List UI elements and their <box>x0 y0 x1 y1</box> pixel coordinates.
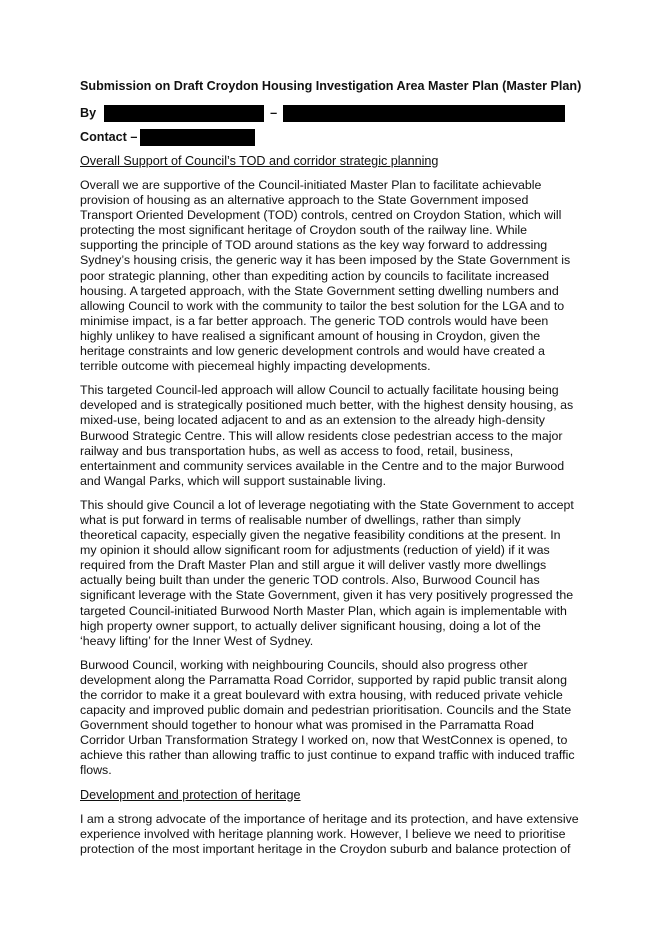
author-row <box>80 104 580 122</box>
document-title: Submission on Draft Croydon Housing Investigation Area Master Plan (Master Plan) <box>80 79 582 93</box>
paragraph: Burwood Council, working with neighbouring Councils, should also progress other development along the Parramatta Road Corridor, supported by rapid public transit along the corridor to make it a great boulevard with extra housing, with reduced private vehicle capacity and improved public domain and pedestrian prioritisation. Councils and the State Government should together to honour what was promised in the Parramatta Road Corridor Urban Transformation Strategy I worked on, now that WestConnex is opened, to achieve this rather than allowing traffic to just continue to expand traffic with induced traffic flows. <box>80 657 575 778</box>
paragraph: Overall we are supportive of the Council-initiated Master Plan to facilitate achievable provision of housing as an alternative approach to the State Government imposed Transport Oriented Development (TOD) controls, centred on Croydon Station, which will protecting the most significant heritage of Croydon south of the railway line. While supporting the principle of TOD around stations as the key way forward to addressing Sydney’s housing crisis, the generic way it has been imposed by the State Government is poor strategic planning, other than expediting action by councils to facilitate increased housing. A targeted approach, with the State Government setting dwelling numbers and allowing Council to work with the community to tailor the best solution for the LGA and to minimise impact, is a far better approach. The generic TOD controls would have been highly unlikey to have realised a significant amount of housing in Croydon, given the heritage constraints and low generic development controls and would have created a terrible outcome with piecemeal highly impacting developments. <box>80 178 571 374</box>
by-label: By <box>80 106 97 120</box>
paragraph: This should give Council a lot of leverage negotiating with the State Government to accept what is put forward in terms of realisable number of dwellings, rather than simply theoretical capacity, especially given the negative feasibility conditions at the present. In my opinion it should allow significant room for adjustments (reduction of yield) if it was required from the Draft Master Plan and still argue it will deliver vastly more dwellings actually being built than under the generic TOD controls. Also, Burwood Council has significant leverage with the State Government, given it has very positively progressed the targeted Council-initiated Burwood North Master Plan, which again is implementable with high property owner support, to actually deliver significant housing, doing a lot of the ‘heavy lifting’ for the Inner West of Sydney. <box>80 497 574 648</box>
paragraph: I am a strong advocate of the importance of heritage and its protection, and have extensive experience involved with heritage planning work. However, I believe we need to prioritise protection of the most important heritage in the Croydon suburb and balance protection of <box>80 811 579 856</box>
section-heading: Overall Support of Council’s TOD and corridor strategic planning <box>80 154 439 168</box>
by-separator: – <box>270 106 278 120</box>
contact-label: Contact – <box>80 130 138 144</box>
section-heritage <box>80 788 580 857</box>
redacted-author-name <box>104 105 264 122</box>
document-body <box>80 78 580 866</box>
redacted-contact-details <box>140 129 255 146</box>
section-overall-support <box>80 154 580 779</box>
section-heading: Development and protection of heritage <box>80 787 301 802</box>
paragraph: This targeted Council-led approach will allow Council to actually facilitate housing being developed and is strategically positioned much better, with the highest density housing, as mixed-use, being located adjacent to and as an extension to the already high-density Burwood Strategic Centre. This will allow residents close pedestrian access to the major railway and bus transportation hubs, as well as access to food, retail, business, entertainment and community services available in the Centre and to the major Burwood and Wangal Parks, which will support sustainable living. <box>80 383 574 488</box>
redacted-author-organisation <box>283 105 565 122</box>
contact-row <box>80 128 580 146</box>
